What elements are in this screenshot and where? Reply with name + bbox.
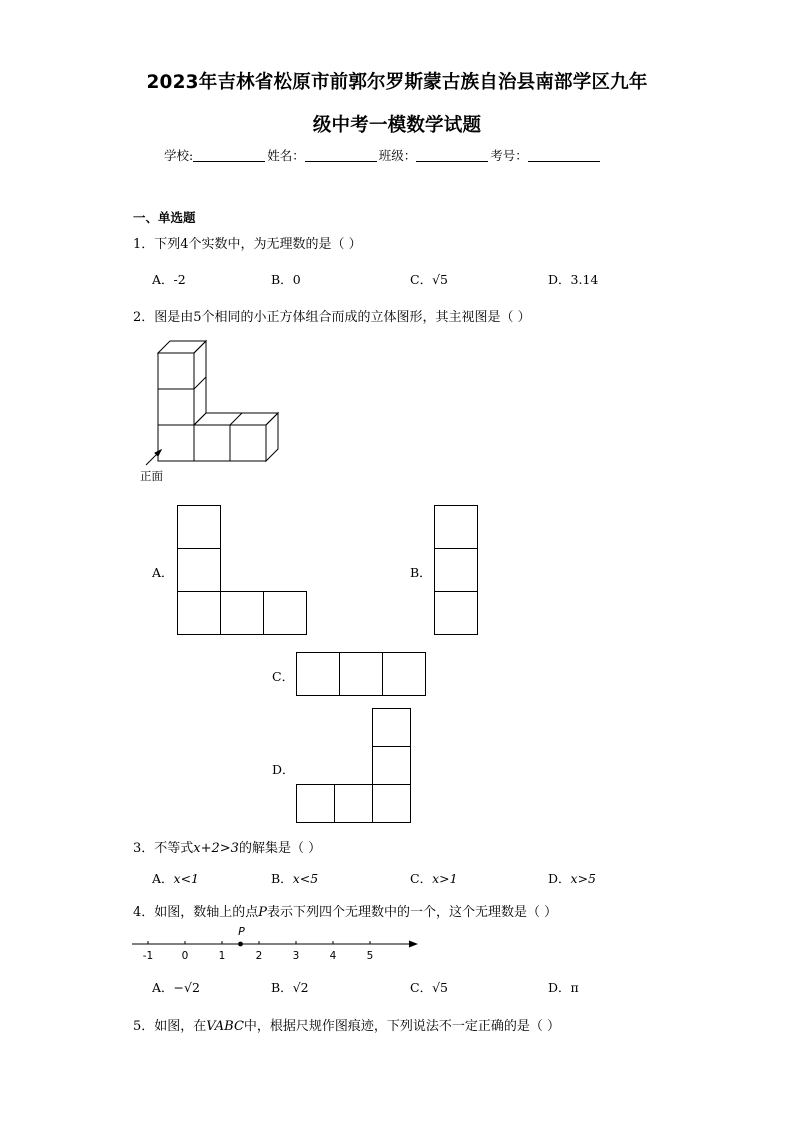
number-line-tick-label: 5 xyxy=(366,950,374,962)
inequality-expression: x+2>3 xyxy=(193,841,239,856)
number-line-tick-label: 3 xyxy=(292,950,300,962)
front-view-label: 正面 xyxy=(140,469,163,483)
q2-option-d-figure[interactable] xyxy=(295,707,413,825)
class-blank[interactable] xyxy=(416,149,488,162)
exam-number-blank[interactable] xyxy=(528,149,600,162)
number-line-tick-label: 0 xyxy=(181,950,189,962)
school-blank[interactable] xyxy=(193,149,265,162)
q3-option-d[interactable]: D．x>5 xyxy=(548,871,597,886)
q2-option-a-figure[interactable] xyxy=(176,504,310,636)
q4-option-c[interactable]: C．√5 xyxy=(410,980,448,995)
question-1-text: 1．下列4个实数中，为无理数的是（ ） xyxy=(133,237,362,252)
point-p-label: P xyxy=(238,925,245,938)
sqrt5-expression: √5 xyxy=(432,272,448,287)
q2-option-b-label[interactable]: B． xyxy=(410,565,432,580)
q3-option-a[interactable]: A．x<1 xyxy=(152,871,200,886)
number-line xyxy=(128,922,428,964)
number-line-tick-label: -1 xyxy=(142,950,154,962)
exam-number-label: 考号： xyxy=(490,148,528,163)
page-title-line2: 级中考一模数学试题 xyxy=(312,115,482,136)
question-4-text: 4．如图，数轴上的点P表示下列四个无理数中的一个，这个无理数是（ ） xyxy=(133,905,558,920)
class-label: 班级： xyxy=(378,148,417,163)
q2-option-b-figure[interactable] xyxy=(433,504,479,636)
point-p-dot xyxy=(238,942,243,947)
q1-option-c[interactable]: C．√5 xyxy=(410,272,448,287)
question-2-text: 2．图是由5个相同的小正方体组合而成的立体图形，其主视图是（ ） xyxy=(133,310,531,325)
q1-option-b[interactable]: B．0 xyxy=(271,272,301,287)
name-label: 姓名： xyxy=(267,148,305,163)
school-label: 学校: xyxy=(164,148,194,163)
section-heading: 一、单选题 xyxy=(133,210,196,225)
page-title-line1: 2023年吉林省松原市前郭尔罗斯蒙古族自治县南部学区九年 xyxy=(146,72,648,93)
q3-option-c[interactable]: C．x>1 xyxy=(410,871,458,886)
cube-3d-figure xyxy=(130,335,290,485)
number-line-tick-label: 2 xyxy=(255,950,263,962)
q1-option-a[interactable]: A．-2 xyxy=(152,272,186,287)
question-3-text: 3．不等式x+2>3的解集是（ ） xyxy=(133,841,322,856)
q2-option-a-label[interactable]: A． xyxy=(152,565,174,580)
number-line-tick-label: 1 xyxy=(218,950,226,962)
name-blank[interactable] xyxy=(305,149,377,162)
q2-option-c-figure[interactable] xyxy=(295,651,429,697)
number-line-tick-label: 4 xyxy=(329,950,337,962)
number-line-arrow xyxy=(409,941,418,948)
q4-option-d[interactable]: D．π xyxy=(548,980,579,995)
question-5-text: 5．如图，在VABC中，根据尺规作图痕迹，下列说法不一定正确的是（ ） xyxy=(133,1019,561,1034)
q2-option-d-label[interactable]: D． xyxy=(272,762,295,777)
q4-option-b[interactable]: B．√2 xyxy=(271,980,309,995)
student-info-row xyxy=(164,146,602,164)
triangle-name: VABC xyxy=(206,1019,244,1034)
q3-option-b[interactable]: B．x<5 xyxy=(271,871,319,886)
q1-option-d[interactable]: D．3.14 xyxy=(548,272,599,287)
q4-option-a[interactable]: A．−√2 xyxy=(152,980,200,995)
q2-option-c-label[interactable]: C． xyxy=(272,669,295,684)
